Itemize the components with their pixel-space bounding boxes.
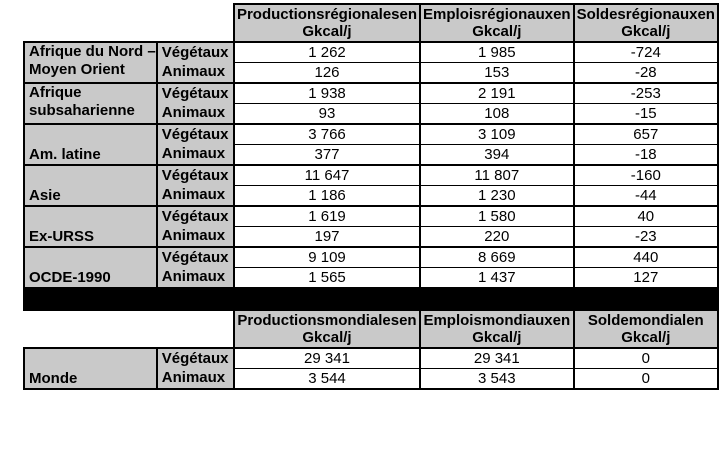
table-row: [24, 42, 718, 63]
value-cell: 127: [574, 268, 718, 289]
column-header-line: Emplois: [423, 6, 482, 23]
region-name: [24, 165, 157, 206]
value-cell: -160: [574, 165, 718, 186]
region-name: [24, 206, 157, 247]
value-cell: -18: [574, 145, 718, 166]
region-name: [24, 348, 157, 389]
value-cell: 126: [234, 63, 420, 84]
column-header-line: Soldes: [576, 6, 626, 23]
product-type: Animaux: [157, 369, 234, 390]
product-type: Végétaux: [157, 247, 234, 268]
value-cell: -28: [574, 63, 718, 84]
value-cell: 1 985: [420, 42, 574, 63]
product-type: Animaux: [157, 268, 234, 289]
column-header-line: Emplois: [423, 312, 482, 329]
value-cell: -44: [574, 186, 718, 207]
value-cell: 11 807: [420, 165, 574, 186]
column-header: [420, 310, 574, 348]
header-empty-cell: [24, 310, 234, 348]
region-name: [24, 83, 157, 124]
column-header-line: Productions: [236, 6, 325, 23]
product-type: Animaux: [157, 145, 234, 166]
product-type: Végétaux: [157, 83, 234, 104]
column-header-line: Productions: [237, 312, 325, 329]
column-header-line: Solde: [587, 312, 629, 329]
product-type: Végétaux: [157, 124, 234, 145]
region-name: [24, 124, 157, 165]
column-header-line: mondiaux: [481, 312, 553, 329]
table-row: [24, 206, 718, 227]
column-header-line: régionaux: [625, 6, 698, 23]
column-header-line: en Gkcal/j: [621, 6, 715, 40]
product-type: Animaux: [157, 227, 234, 248]
column-header-line: en Gkcal/j: [621, 312, 704, 346]
value-cell: 3 543: [420, 369, 574, 390]
table-row: [24, 124, 718, 145]
region-name-line: Ex-URSS: [29, 228, 95, 245]
value-cell: 2 191: [420, 83, 574, 104]
column-header: [234, 4, 420, 42]
region-name-line: Afrique: [29, 84, 82, 101]
column-header-line: régionaux: [481, 6, 554, 23]
value-cell: 0: [574, 348, 718, 369]
value-cell: 377: [234, 145, 420, 166]
value-cell: 93: [234, 104, 420, 125]
value-cell: 440: [574, 247, 718, 268]
value-cell: 657: [574, 124, 718, 145]
value-cell: 1 186: [234, 186, 420, 207]
region-name-line: Monde: [29, 370, 78, 387]
product-type: Végétaux: [157, 348, 234, 369]
column-header-line: en Gkcal/j: [472, 312, 571, 346]
value-cell: 29 341: [420, 348, 574, 369]
region-name-line: Moyen Orient: [29, 61, 125, 78]
value-cell: 220: [420, 227, 574, 248]
region-name-line: OCDE-1990: [29, 269, 111, 286]
column-header-line: en Gkcal/j: [302, 312, 417, 346]
region-name-line: Asie: [29, 187, 61, 204]
region-name: [24, 42, 157, 83]
region-name: [24, 247, 157, 288]
region-name-line: Afrique du Nord –: [29, 43, 156, 60]
value-cell: 40: [574, 206, 718, 227]
header-row: [24, 4, 718, 42]
product-type: Végétaux: [157, 42, 234, 63]
product-type: Végétaux: [157, 165, 234, 186]
value-cell: 3 109: [420, 124, 574, 145]
column-header-line: régionales: [324, 6, 400, 23]
value-cell: 1 938: [234, 83, 420, 104]
value-cell: -15: [574, 104, 718, 125]
column-header-line: mondial: [628, 312, 687, 329]
column-header-line: en Gkcal/j: [472, 6, 571, 40]
value-cell: 1 619: [234, 206, 420, 227]
separator-bar: [24, 288, 718, 310]
product-type: Animaux: [157, 63, 234, 84]
world-header-row: [24, 310, 718, 348]
value-cell: -253: [574, 83, 718, 104]
region-name-line: subsaharienne: [29, 102, 135, 119]
column-header-line: mondiales: [324, 312, 400, 329]
column-header: [574, 4, 718, 42]
product-type: Végétaux: [157, 206, 234, 227]
value-cell: -23: [574, 227, 718, 248]
value-cell: 29 341: [234, 348, 420, 369]
value-cell: 3 544: [234, 369, 420, 390]
header-empty-cell: [24, 4, 234, 42]
column-header: [574, 310, 718, 348]
table-row: [24, 165, 718, 186]
value-cell: 197: [234, 227, 420, 248]
value-cell: 1 565: [234, 268, 420, 289]
table-row: [24, 247, 718, 268]
value-cell: 0: [574, 369, 718, 390]
value-cell: 1 262: [234, 42, 420, 63]
value-cell: 1 437: [420, 268, 574, 289]
separator-cell: [24, 288, 718, 310]
value-cell: 3 766: [234, 124, 420, 145]
value-cell: 108: [420, 104, 574, 125]
world-row: [24, 348, 718, 369]
region-name-line: Am. latine: [29, 146, 101, 163]
food-balance-table: [23, 3, 719, 390]
value-cell: 394: [420, 145, 574, 166]
value-cell: 11 647: [234, 165, 420, 186]
product-type: Animaux: [157, 104, 234, 125]
column-header-line: en Gkcal/j: [302, 6, 418, 40]
value-cell: 9 109: [234, 247, 420, 268]
value-cell: 153: [420, 63, 574, 84]
column-header: [234, 310, 420, 348]
product-type: Animaux: [157, 186, 234, 207]
value-cell: 1 230: [420, 186, 574, 207]
table-row: [24, 83, 718, 104]
column-header: [420, 4, 574, 42]
value-cell: 1 580: [420, 206, 574, 227]
value-cell: 8 669: [420, 247, 574, 268]
value-cell: -724: [574, 42, 718, 63]
